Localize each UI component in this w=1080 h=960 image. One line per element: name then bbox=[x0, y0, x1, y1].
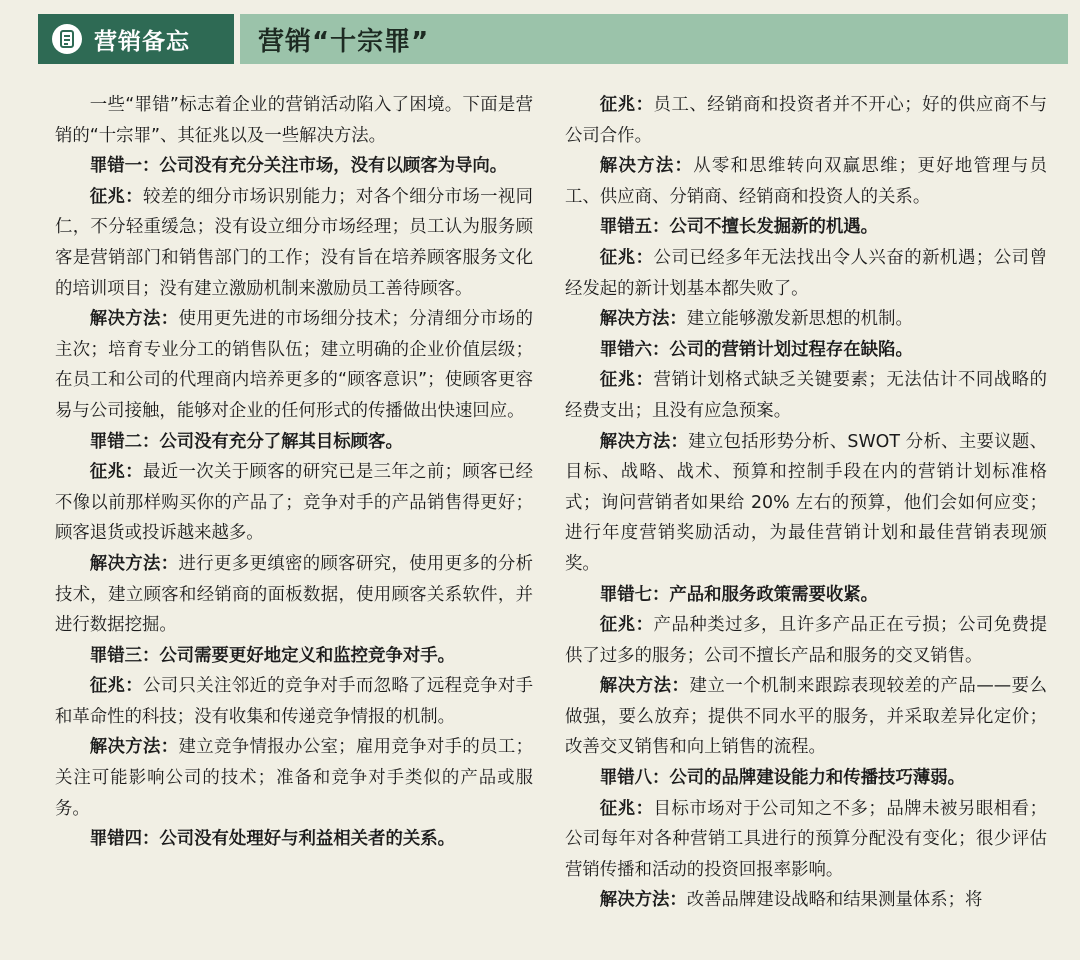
paragraph-text: 员工、经销商和投资者并不开心；好的供应商不与公司合作。 bbox=[565, 95, 1047, 146]
sin-heading-text: 罪错一：公司没有充分关注市场，没有以顾客为导向。 bbox=[89, 156, 508, 177]
body-paragraph bbox=[55, 182, 533, 304]
document-icon bbox=[52, 24, 82, 54]
sin-heading bbox=[565, 212, 1047, 243]
paragraph-text: 产品种类过多，且许多产品正在亏损；公司免费提供了过多的服务；公司不擅长产品和服务的交叉销售。 bbox=[565, 615, 1047, 666]
sin-heading-text: 罪错六：公司的营销计划过程存在缺陷。 bbox=[599, 339, 913, 360]
sin-heading-text: 罪错八：公司的品牌建设能力和传播技巧薄弱。 bbox=[599, 768, 966, 789]
paragraph-label: 解决方法： bbox=[599, 309, 687, 330]
body-paragraph bbox=[565, 671, 1047, 763]
paragraph-text: 建立能够激发新思想的机制。 bbox=[686, 309, 913, 330]
sin-heading-text: 罪错七：产品和服务政策需要收紧。 bbox=[599, 584, 879, 605]
section-tag-label: 营销备忘 bbox=[94, 28, 190, 55]
body-paragraph bbox=[565, 90, 1047, 151]
right-column bbox=[565, 90, 1047, 916]
paragraph-label: 解决方法： bbox=[89, 553, 179, 574]
paragraph-label: 征兆： bbox=[89, 676, 144, 697]
sin-heading-text: 罪错二：公司没有充分了解其目标顾客。 bbox=[89, 431, 403, 452]
paragraph-label: 解决方法： bbox=[599, 431, 689, 452]
sin-heading bbox=[565, 335, 1047, 366]
body-paragraph bbox=[55, 304, 533, 426]
paragraph-label: 解决方法： bbox=[599, 156, 694, 177]
sin-heading bbox=[565, 580, 1047, 611]
paragraph-text: 从零和思维转向双赢思维；更好地管理与员工、供应商、分销商、经销商和投资人的关系。 bbox=[565, 156, 1047, 207]
paragraph-label: 征兆： bbox=[599, 615, 654, 636]
body-paragraph bbox=[565, 151, 1047, 212]
paragraph-label: 征兆： bbox=[599, 370, 654, 391]
sin-heading-text: 罪错三：公司需要更好地定义和监控竞争对手。 bbox=[89, 645, 456, 666]
intro-paragraph: 一些“罪错”标志着企业的营销活动陷入了困境。下面是营销的“十宗罪”、其征兆以及一些解决方法。 bbox=[55, 95, 533, 146]
paragraph-text: 建立包括形势分析、SWOT 分析、主要议题、目标、战略、战术、预算和控制手段在内的营销计划标准格式；询问营销者如果给 20% 左右的预算，他们会如何应变；进行年度营销奖励活动，为最佳营销计划和最佳营销表现颁奖。 bbox=[565, 431, 1047, 574]
paragraph-label: 征兆： bbox=[599, 95, 654, 115]
body-paragraph bbox=[565, 304, 1047, 335]
paragraph-text: 较差的细分市场识别能力；对各个细分市场一视同仁，不分轻重缓急；没有设立细分市场经理；员工认为服务顾客是营销部门和销售部门的工作；没有旨在培养顾客服务文化的培训项目；没有建立激励机制来激励员工善待顾客。 bbox=[55, 186, 533, 299]
section-header bbox=[38, 14, 1068, 64]
paragraph-text: 建立竞争情报办公室；雇用竞争对手的员工；关注可能影响公司的技术；准备和竞争对手类似的产品或服务。 bbox=[55, 737, 533, 819]
sin-heading bbox=[55, 427, 533, 458]
sin-heading bbox=[55, 641, 533, 672]
paragraph-text: 进行更多更缜密的顾客研究，使用更多的分析技术，建立顾客和经销商的面板数据，使用顾客关系软件，并进行数据挖掘。 bbox=[55, 553, 533, 636]
paragraph-text: 改善品牌建设战略和结果测量体系；将 bbox=[686, 890, 983, 911]
paragraph-label: 解决方法： bbox=[599, 890, 687, 911]
body-paragraph bbox=[565, 885, 1047, 916]
sin-heading-text: 罪错四：公司没有处理好与利益相关者的关系。 bbox=[89, 829, 456, 850]
paragraph-label: 征兆： bbox=[599, 798, 654, 819]
sin-heading bbox=[565, 763, 1047, 794]
sin-heading-text: 罪错五：公司不擅长发掘新的机遇。 bbox=[599, 217, 879, 238]
paragraph-label: 解决方法： bbox=[599, 676, 690, 697]
paragraph-text: 使用更先进的市场细分技术；分清细分市场的主次；培育专业分工的销售队伍；建立明确的企业价值层级；在员工和公司的代理商内培养更多的“顾客意识”；使顾客更容易与公司接触，能够对企业的任何形式的传播做出快速回应。 bbox=[55, 309, 533, 421]
body-paragraph bbox=[55, 549, 533, 641]
body-paragraph bbox=[55, 671, 533, 732]
title-bar bbox=[240, 14, 1068, 64]
paragraph-label: 征兆： bbox=[599, 247, 654, 268]
paragraph-text: 公司只关注邻近的竞争对手而忽略了远程竞争对手和革命性的科技；没有收集和传递竞争情报的机制。 bbox=[55, 676, 533, 727]
paragraph-label: 解决方法： bbox=[89, 309, 179, 330]
body-paragraph bbox=[565, 243, 1047, 304]
sin-heading bbox=[55, 151, 533, 182]
left-column bbox=[55, 90, 533, 855]
paragraph-label: 解决方法： bbox=[89, 737, 179, 758]
paragraph-text: 目标市场对于公司知之不多；品牌未被另眼相看；公司每年对各种营销工具进行的预算分配没有变化；很少评估营销传播和活动的投资回报率影响。 bbox=[565, 798, 1047, 880]
body-paragraph bbox=[565, 427, 1047, 580]
body-paragraph bbox=[565, 610, 1047, 671]
body-paragraph bbox=[55, 457, 533, 549]
paragraph-label: 征兆： bbox=[89, 462, 144, 483]
section-tag bbox=[38, 14, 234, 64]
paragraph-text: 公司已经多年无法找出令人兴奋的新机遇；公司曾经发起的新计划基本都失败了。 bbox=[565, 247, 1047, 299]
paragraph-text: 最近一次关于顾客的研究已是三年之前；顾客已经不像以前那样购买你的产品了；竞争对手的产品销售得更好；顾客退货或投诉越来越多。 bbox=[55, 462, 533, 544]
article-title: 营销“十宗罪” bbox=[258, 26, 430, 57]
body-paragraph bbox=[55, 732, 533, 824]
paragraph-text: 营销计划格式缺乏关键要素；无法估计不同战略的经费支出；且没有应急预案。 bbox=[565, 370, 1047, 421]
body-paragraph bbox=[565, 794, 1047, 886]
body-paragraph bbox=[565, 365, 1047, 426]
paragraph-text: 建立一个机制来跟踪表现较差的产品——要么做强，要么放弃；提供不同水平的服务，并采取差异化定价；改善交叉销售和向上销售的流程。 bbox=[565, 676, 1047, 758]
sin-heading bbox=[55, 824, 533, 855]
paragraph-label: 征兆： bbox=[89, 186, 144, 207]
